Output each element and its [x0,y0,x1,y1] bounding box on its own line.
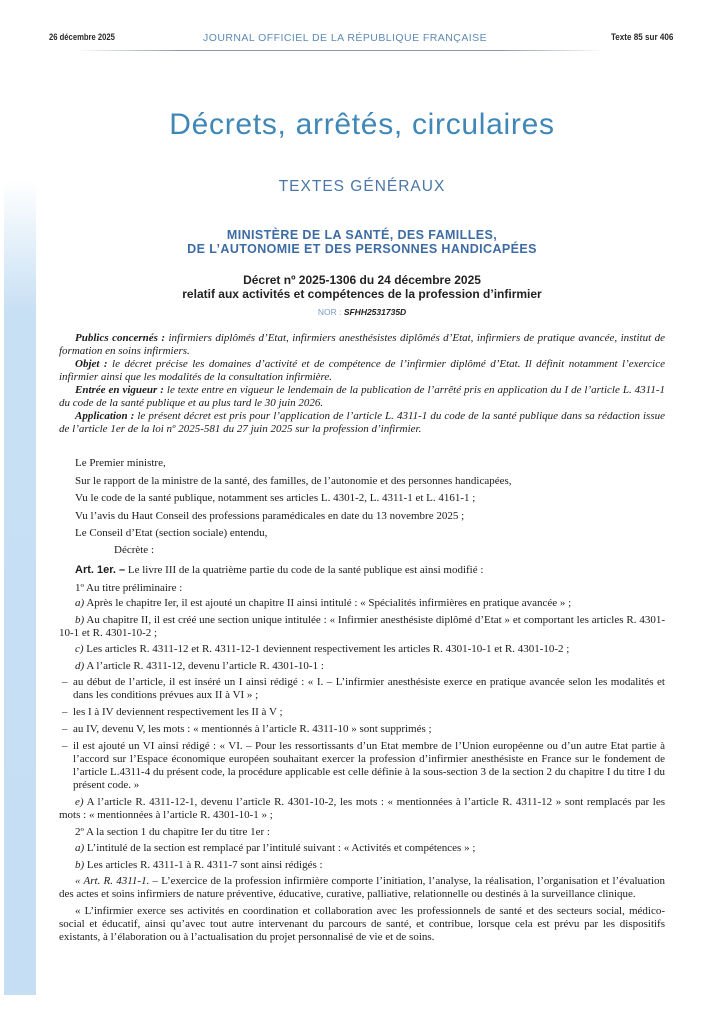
preamble-line: Le Conseil d’Etat (section sociale) entendu, [75,527,268,539]
summary-text: infirmiers diplômés d’Etat, infirmiers anesthésistes diplômés d’Etat, infirmiers de pratique avancée, institut de formation en soins infirmiers. [59,332,665,357]
article-1-point-2-a: a) L’intitulé de la section est remplacé par l’intitulé suivant : « Activités et compétences » ; [75,842,476,854]
journal-title: JOURNAL OFFICIEL DE LA RÉPUBLIQUE FRANÇAISE [203,32,488,44]
header-date: 26 décembre 2025 [49,32,115,42]
nor-label: NOR : [317,307,342,317]
section-title: Décrets, arrêtés, circulaires [169,108,555,141]
summary-text: le texte entre en vigueur le lendemain de la publication de l’arrêté pris en application du I de l’article L. 4311-1 du code de la santé publique et au plus tard le 30 juin 2026. [59,384,665,409]
nor-value: SFHH2531735D [343,307,407,317]
header-rule [75,50,605,51]
summary-text: le présent décret est pris pour l’application de l’article L. 4311-1 du code de la santé publique dans sa rédaction issue de l’article 1er de la loi nº 2025-581 du 27 juin 2025 sur la profession d’infirmier. [59,410,665,435]
ministry-line-1: MINISTÈRE DE LA SANTÉ, DES FAMILLES, [226,228,498,242]
dash-item: – les I à IV deviennent respectivement les II à V ; [59,706,665,719]
article-1-item-e: e) A l’article R. 4311-12-1, devenu l’article R. 4301-10-2, les mots : « mentionnées à l’article R. 4311-12 » sont remplacés par les mots : « mentionnées à l’article R. 4301-10-1 » ; [59,796,665,821]
article-r4311-1-paragraph-2: « L’infirmier exerce ses activités en coordination et collaboration avec les professionnels de santé et des secteurs social, médico-social et éducatif, ainsi qu’avec tout autre intervenant du parcours de santé, et contribue, lorsque cela est prévu par les dispositifs existants, à l’élaboration ou à l’actualisation du projet personnalisé de vie et de soins. [59,904,665,943]
page-info: Texte 85 sur 406 [610,32,673,42]
summary-item [59,358,665,384]
decree-title-line-2: relatif aux activités et compétences de la profession d’infirmier [182,286,542,301]
article-1-point-2-b: b) Les articles R. 4311-1 à R. 4311-7 sont ainsi rédigés : [75,858,323,871]
nor-reference [0,307,724,317]
decree-title [0,274,724,301]
article-1-item-d: d) A l’article R. 4311-12, devenu l’article R. 4301-10-1 : [75,659,324,672]
preamble-line: Vu l’avis du Haut Conseil des professions paramédicales en date du 13 novembre 2025 ; [75,509,465,522]
subsection-title: TEXTES GÉNÉRAUX [278,178,446,195]
dash-item: – au IV, devenu V, les mots : « mentionnés à l’article R. 4311-10 » sont supprimés ; [59,723,665,736]
summary-label: Application : [75,410,135,422]
article-1-item-a: a) Après le chapitre Ier, il est ajouté un chapitre II ainsi intitulé : « Spécialités infirmières en pratique avancée » ; [75,597,572,609]
ministry-name [0,228,724,256]
preamble-line: Le Premier ministre, [75,457,166,469]
summary-label: Publics concernés : [75,332,166,344]
summary-item [59,384,665,410]
summary-label: Objet : [75,358,108,370]
article-1-intro: Art. 1er. – Le livre III de la quatrième partie du code de la santé publique est ainsi modifié : [75,564,484,576]
preamble-line: Sur le rapport de la ministre de la santé, des familles, de l’autonomie et des personnes handicapées, [75,474,512,487]
summary-label: Entrée en vigueur : [75,384,164,396]
scan-edge-strip [4,180,36,995]
preamble [59,455,665,543]
decree-title-line-1: Décret nº 2025-1306 du 24 décembre 2025 [243,273,481,287]
ministry-line-2: DE L’AUTONOMIE ET DES PERSONNES HANDICAPÉES [187,242,537,256]
preamble-line: Vu le code de la santé publique, notamment ses articles L. 4301-2, L. 4311-1 et L. 4161-1 ; [75,492,476,504]
article-1 [59,562,665,947]
article-r4311-1: « Art. R. 4311-1. – L’exercice de la profession infirmière comporte l’initiation, l’analyse, la réalisation, l’organisation et l’évaluation des actes et soins infirmiers de nature préventive, éducative, curative, palliative, relationnelle ou destinés à la surveillance clinique. [59,875,665,900]
article-1-point-1: 1º Au titre préliminaire : [75,581,183,594]
decrete-label: Décrète : [114,544,154,556]
summary-item [59,410,665,436]
article-1-item-b: b) Au chapitre II, il est créé une section unique intitulée : « Infirmier anesthésiste diplômé d’Etat » et comportant les articles R. 4301-10-1 et R. 4301-10-2 ; [59,613,665,639]
article-1-point-2: 2º A la section 1 du chapitre Ier du titre 1er : [75,825,270,838]
running-header [0,32,724,46]
dash-item: – il est ajouté un VI ainsi rédigé : « VI. – Pour les ressortissants d’un Etat membre de l’Union européenne ou d’un autre Etat partie à l’accord sur l’Espace économique européen souhaitant exercer la profession d’infirmier anesthésiste en France sur le fondement de l’article L.4311-4 du présent code, la procédure applicable est celle définie à la sous-section 3 de la section 2 du chapitre I du titre I du présent code. » [59,740,665,792]
dash-item: – au début de l’article, il est inséré un I ainsi rédigé : « I. – L’infirmier anesthésiste exerce en pratique avancée selon les modalités et dans les conditions prévues aux II à VI » ; [59,676,665,702]
summary-item [59,332,665,358]
article-label: Art. 1er. – [75,564,126,576]
decree-summary [59,332,665,436]
article-1-item-c: c) Les articles R. 4311-12 et R. 4311-12-1 deviennent respectivement les articles R. 4301-10-1 et R. 4301-10-2 ; [75,643,570,655]
summary-text: le décret précise les domaines d’activité et de compétence de l’infirmier diplômé d’Etat. Il définit notamment l’exercice infirmier ainsi que les modalités de la consultation infirmière. [59,358,665,383]
